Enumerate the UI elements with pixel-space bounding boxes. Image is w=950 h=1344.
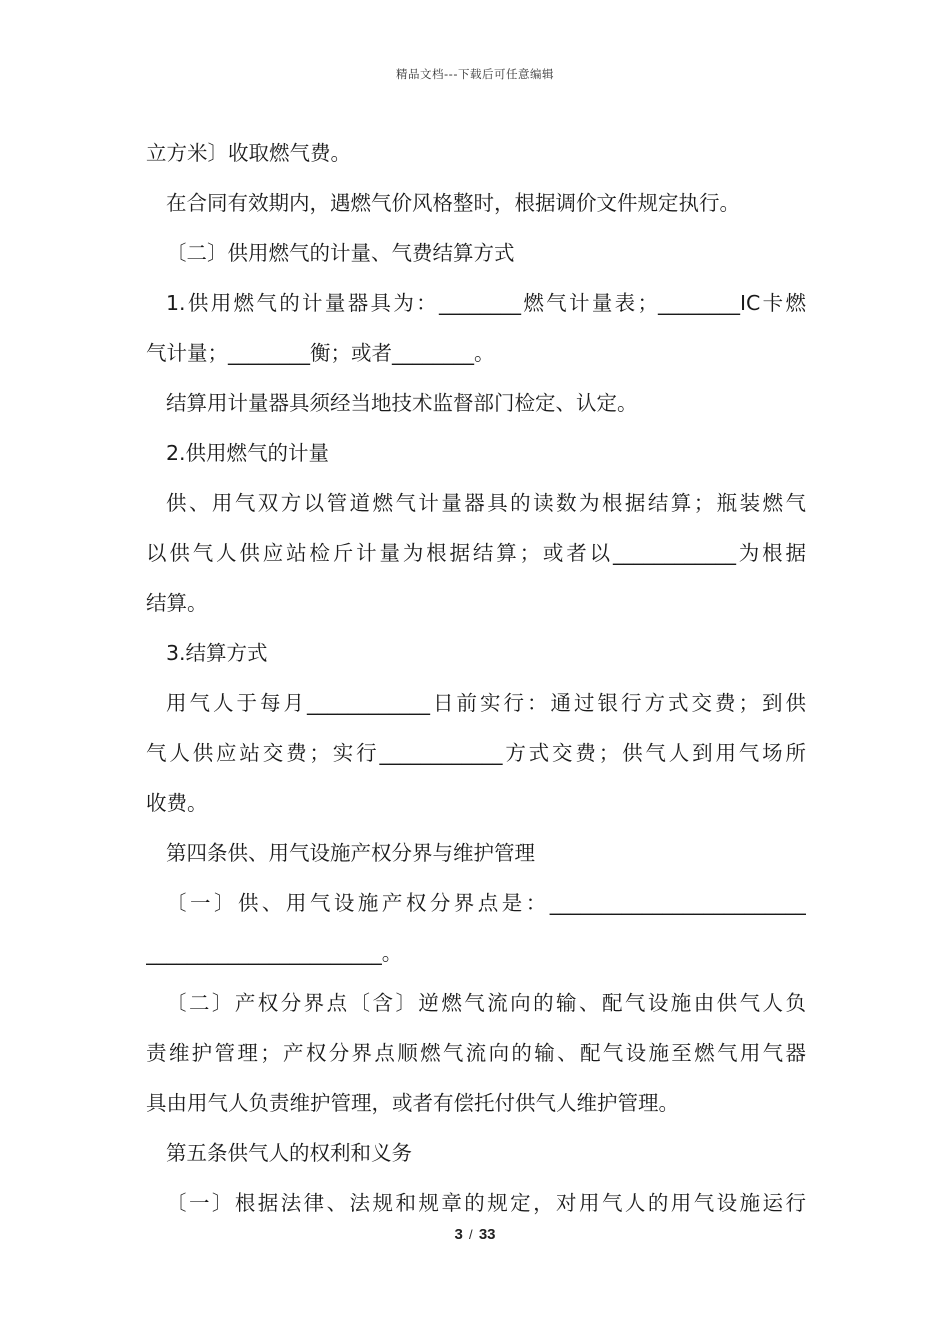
paragraph-line: 立方米〕收取燃气费。 — [146, 141, 351, 165]
paragraph-line: 具由用气人负责维护管理，或者有偿托付供气人维护管理。 — [146, 1091, 679, 1115]
paragraph-line: 〔一〕根据法律、法规和规章的规定，对用气人的用气设施运行 — [166, 1191, 806, 1215]
paragraph-line: 在合同有效期内，遇燃气价风格整时，根据调价文件规定执行。 — [166, 191, 740, 215]
section-heading: 2.供用燃气的计量 — [166, 441, 330, 465]
article-heading: 第四条供、用气设施产权分界与维护管理 — [166, 841, 535, 865]
page-number — [0, 1226, 950, 1243]
section-heading: 〔二〕供用燃气的计量、气费结算方式 — [166, 241, 515, 265]
paragraph-line: 结算。 — [146, 591, 208, 615]
paragraph-line: 1.供用燃气的计量器具为：________燃气计量表；________IC卡燃 — [166, 291, 806, 315]
paragraph-line: 用气人于每月____________日前实行：通过银行方式交费；到供 — [166, 691, 806, 715]
document-body — [146, 128, 806, 1228]
current-page: 3 — [454, 1226, 463, 1243]
paragraph-line: 〔二〕产权分界点〔含〕逆燃气流向的输、配气设施由供气人负 — [166, 991, 806, 1015]
page-header: 精品文档---下载后可任意编辑 — [396, 67, 554, 81]
section-heading: 3.结算方式 — [166, 641, 268, 665]
article-heading: 第五条供气人的权利和义务 — [166, 1141, 412, 1165]
page-separator: / — [469, 1227, 473, 1242]
paragraph-line: 收费。 — [146, 791, 208, 815]
paragraph-line: _______________________。 — [146, 941, 403, 965]
paragraph-line: 〔一〕供、用气设施产权分界点是：_________________________ — [166, 891, 806, 915]
total-pages: 33 — [478, 1226, 496, 1243]
paragraph-line: 气计量；________衡；或者________。 — [146, 341, 495, 365]
paragraph-line: 责维护管理；产权分界点顺燃气流向的输、配气设施至燃气用气器 — [146, 1041, 806, 1065]
paragraph-line: 结算用计量器具须经当地技术监督部门检定、认定。 — [166, 391, 638, 415]
paragraph-line: 供、用气双方以管道燃气计量器具的读数为根据结算；瓶装燃气 — [166, 491, 806, 515]
paragraph-line: 气人供应站交费；实行____________方式交费；供气人到用气场所 — [146, 741, 806, 765]
paragraph-line: 以供气人供应站检斤计量为根据结算；或者以____________为根据 — [146, 541, 806, 565]
